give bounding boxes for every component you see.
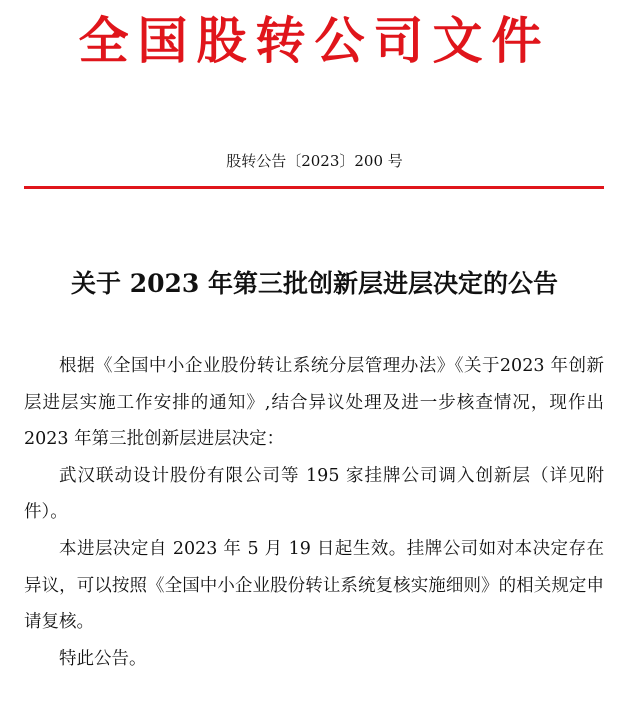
document-header-title: 全国股转公司文件 bbox=[78, 11, 551, 70]
document-number: 股转公告〔2023〕200 号 bbox=[226, 152, 403, 170]
body-paragraph-effective-date: 本进层决定自 2023 年 5 月 19 日起生效。挂牌公司如对本决定存在异议，可以按照《全国中小企业股份转让系统复核实施细则》的相关规定申请复核。 bbox=[24, 538, 604, 633]
body-paragraph-basis: 根据《全国中小企业股份转让系统分层管理办法》《关于2023 年创新层进层实施工作安排的通知》,结合异议处理及进一步核查情况，现作出 2023 年第三批创新层进层决定： bbox=[24, 356, 604, 450]
body-paragraph-decision: 武汉联动设计股份有限公司等 195 家挂牌公司调入创新层（详见附件）。 bbox=[24, 465, 604, 523]
body-paragraph-closing: 特此公告。 bbox=[59, 648, 147, 669]
announcement-body bbox=[24, 348, 604, 677]
announcement-title: 关于 2023 年第三批创新层进层决定的公告 bbox=[71, 269, 558, 298]
red-divider-line bbox=[24, 186, 604, 189]
